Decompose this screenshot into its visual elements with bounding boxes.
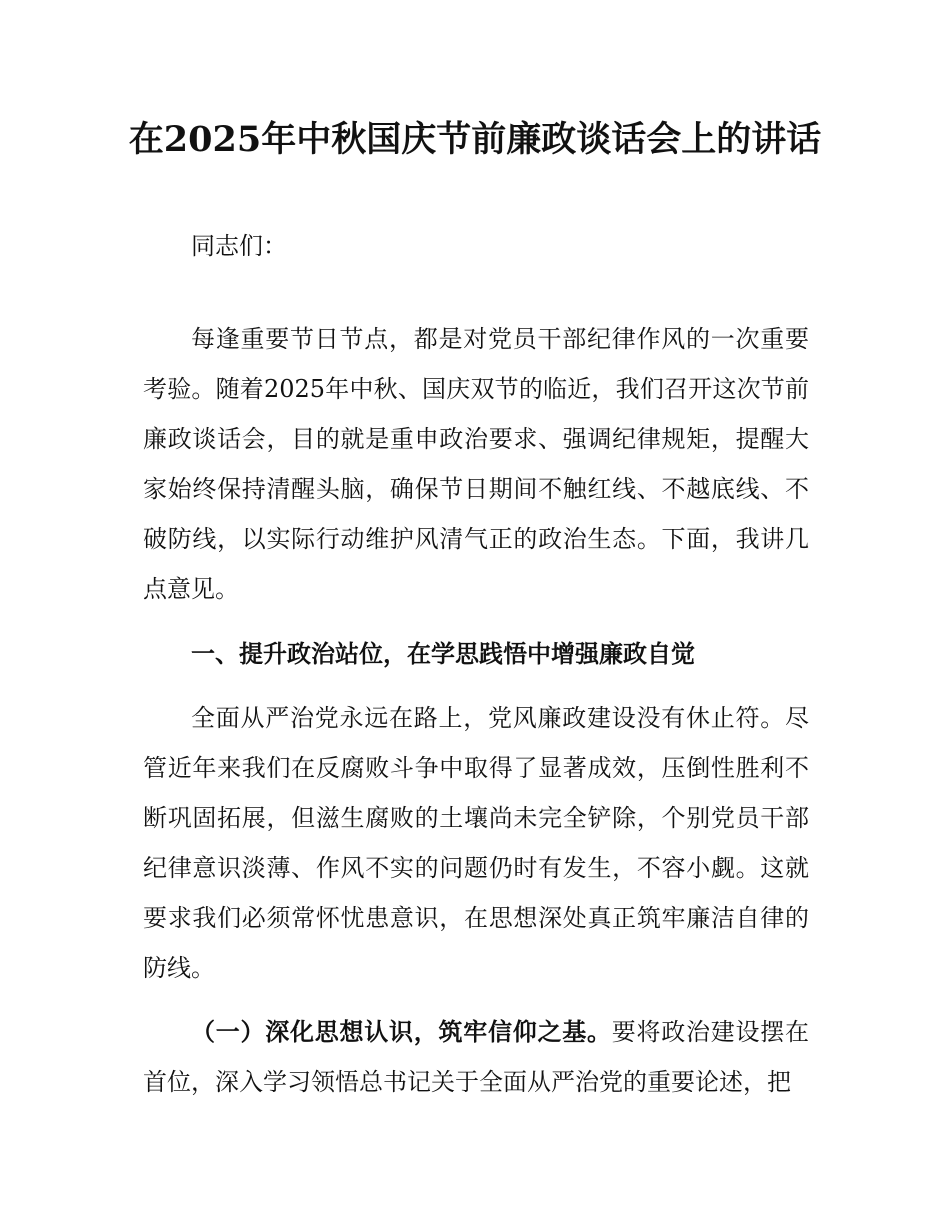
- paragraph-intro: 每逢重要节日节点，都是对党员干部纪律作风的一次重要考验。随着2025年中秋、国庆双节的临近，我们召开这次节前廉政谈话会，目的就是重申政治要求、强调纪律规矩，提醒大家始终保持清醒头脑，确保节日期间不触红线、不越底线、不破防线，以实际行动维护风清气正的政治生态。下面，我讲几点意见。: [143, 325, 809, 603]
- paragraph-subsection-1: [143, 1007, 809, 1107]
- paragraph-section-1: 全面从严治党永远在路上，党风廉政建设没有休止符。尽管近年来我们在反腐败斗争中取得了显著成效，压倒性胜利不断巩固拓展，但滋生腐败的土壤尚未完全铲除，个别党员干部纪律意识淡薄、作风不实的问题仍时有发生，不容小觑。这就要求我们必须常怀忧患意识，在思想深处真正筑牢廉洁自律的防线。: [143, 704, 809, 982]
- subsection-lead: （一）深化思想认识，筑牢信仰之基。: [191, 1018, 612, 1046]
- document-title: 在2025年中秋国庆节前廉政谈话会上的讲话: [128, 119, 822, 160]
- section-heading-1: 一、提升政治站位，在学思践悟中增强廉政自觉: [191, 640, 695, 668]
- salutation: 同志们：: [191, 232, 287, 260]
- subsection-text: 要将政治建设摆在首位，深入学习领悟总书记关于全面从严治党的重要论述，把: [143, 1018, 809, 1096]
